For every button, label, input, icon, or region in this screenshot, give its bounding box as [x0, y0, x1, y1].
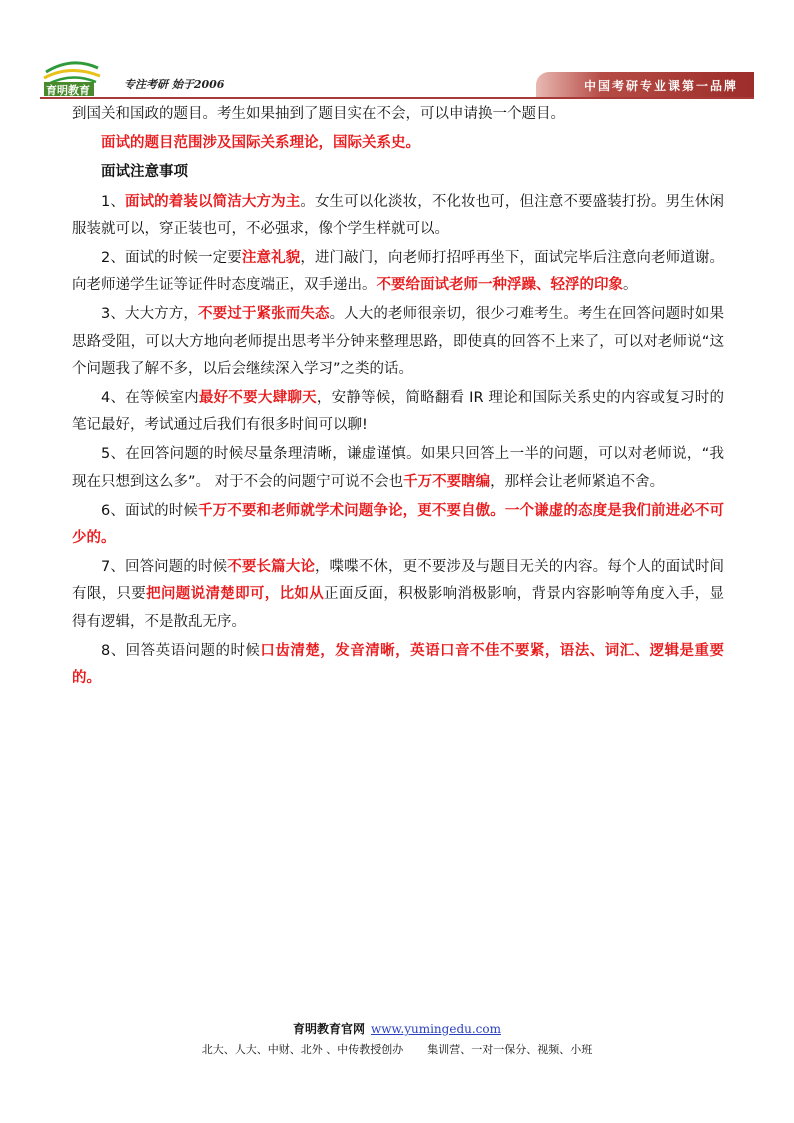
text: 1、	[101, 193, 125, 210]
text: ，进门敲门，向老师打招呼再坐下，面试完毕后注意向老师道谢。向老师递学生证等证件时态度端正，双手递出。	[72, 250, 725, 294]
site-link[interactable]: www.yumingedu.com	[371, 1022, 501, 1036]
emphasis-text: 把问题说清楚即可，比如从	[146, 586, 325, 603]
text: ，喋喋不休，更不要涉及与题目无关的内容。每个人的面试时间有限，只要	[72, 559, 724, 603]
emphasis-text: 最好不要大肆聊天	[198, 390, 317, 407]
header-banner	[536, 72, 754, 98]
text: 8、回答英语问题的时候	[101, 642, 261, 659]
footer-services: 集训营、一对一保分、视频、小班	[427, 1043, 593, 1056]
emphasis-text: 千万不要瞎编	[403, 473, 491, 490]
logo-text: 育明教育	[46, 84, 90, 97]
text: 4、在等候室内	[101, 390, 199, 407]
text: 到国关和国政的题目。考生如果抽到了题目实在不会，可以申请换一个题目。	[72, 106, 565, 122]
page-footer	[0, 1020, 794, 1057]
document-body	[72, 101, 724, 692]
paragraph-scope	[72, 130, 724, 157]
text: 3、大大方方，	[101, 306, 199, 323]
header-divider	[40, 97, 754, 99]
logo	[42, 54, 225, 100]
footer-founders: 北大、人大、中财、北外 、中传教授创办	[201, 1043, 404, 1056]
text: 2、面试的时候一定要	[101, 250, 242, 267]
list-item-1	[72, 189, 724, 243]
footer-site	[0, 1020, 794, 1037]
text: 5、在回答问题的时候尽量条理清晰，谦虚谨慎。如果只回答上一半的问题，可以对老师说，“我现在只想到这么多”。 对于不会的问题宁可说不会也	[72, 446, 724, 490]
emphasis-text: 千万不要和老师就学术问题争论，更不要自傲。一个谦虚的态度是我们前进必不可少的。	[72, 502, 724, 547]
site-name: 育明教育官网	[292, 1022, 365, 1036]
list-item-6	[72, 498, 724, 552]
text: 。人大的老师很亲切，很少刁难考生。考生在回答问题时如果思路受阻，可以大方地向老师提出思考半分钟来整理思路，即使真的回答不上来了，可以对老师说“这个问题我了解不多，以后会继续深入学习”之类的话。	[72, 306, 725, 377]
list-item-7	[72, 554, 724, 636]
list-item-2	[72, 245, 724, 299]
list-item-4	[72, 385, 724, 439]
slogan: 专注考研 始于2006	[124, 78, 225, 91]
footer-info	[0, 1041, 794, 1057]
text: 。	[623, 277, 638, 294]
text: ，那样会让老师紧追不舍。	[490, 473, 665, 490]
emphasis-text: 不要过于紧张而失态	[198, 306, 330, 323]
text: 6、面试的时候	[101, 502, 199, 519]
emphasis-text: 注意礼貌	[241, 250, 301, 267]
paragraph-intro	[72, 101, 724, 128]
text: 正面反面，积极影响消极影响，背景内容影响等角度入手，显得有逻辑，不是散乱无序。	[72, 586, 725, 630]
emphasis-text: 不要给面试老师一种浮躁、轻浮的印象	[376, 277, 623, 294]
text: 7、回答问题的时候	[101, 559, 228, 576]
emphasis-text: 面试的题目范围涉及国际关系理论，国际关系史。	[101, 135, 420, 152]
section-heading: 面试注意事项	[101, 164, 188, 181]
emphasis-text: 口齿清楚，发音清晰，英语口音不佳不要紧，语法、词汇、逻辑是重要的。	[72, 642, 725, 687]
list-item-3	[72, 301, 724, 383]
list-item-5	[72, 441, 724, 495]
text: 。女生可以化淡妆，不化妆也可，但注意不要盛装打扮。男生休闲服装就可以，穿正装也可，不必强求，像个学生样就可以。	[72, 193, 725, 237]
list-item-8	[72, 638, 724, 692]
text: ，安静等候，简略翻看 IR 理论和国际关系史的内容或复习时的笔记最好，考试通过后我们有很多时间可以聊!	[72, 390, 725, 434]
emphasis-text: 不要长篇大论	[227, 559, 315, 576]
page-header	[0, 0, 794, 100]
emphasis-text: 面试的着装以简洁大方为主	[124, 193, 301, 210]
banner-text: 中国考研专业课第一品牌	[583, 79, 738, 93]
